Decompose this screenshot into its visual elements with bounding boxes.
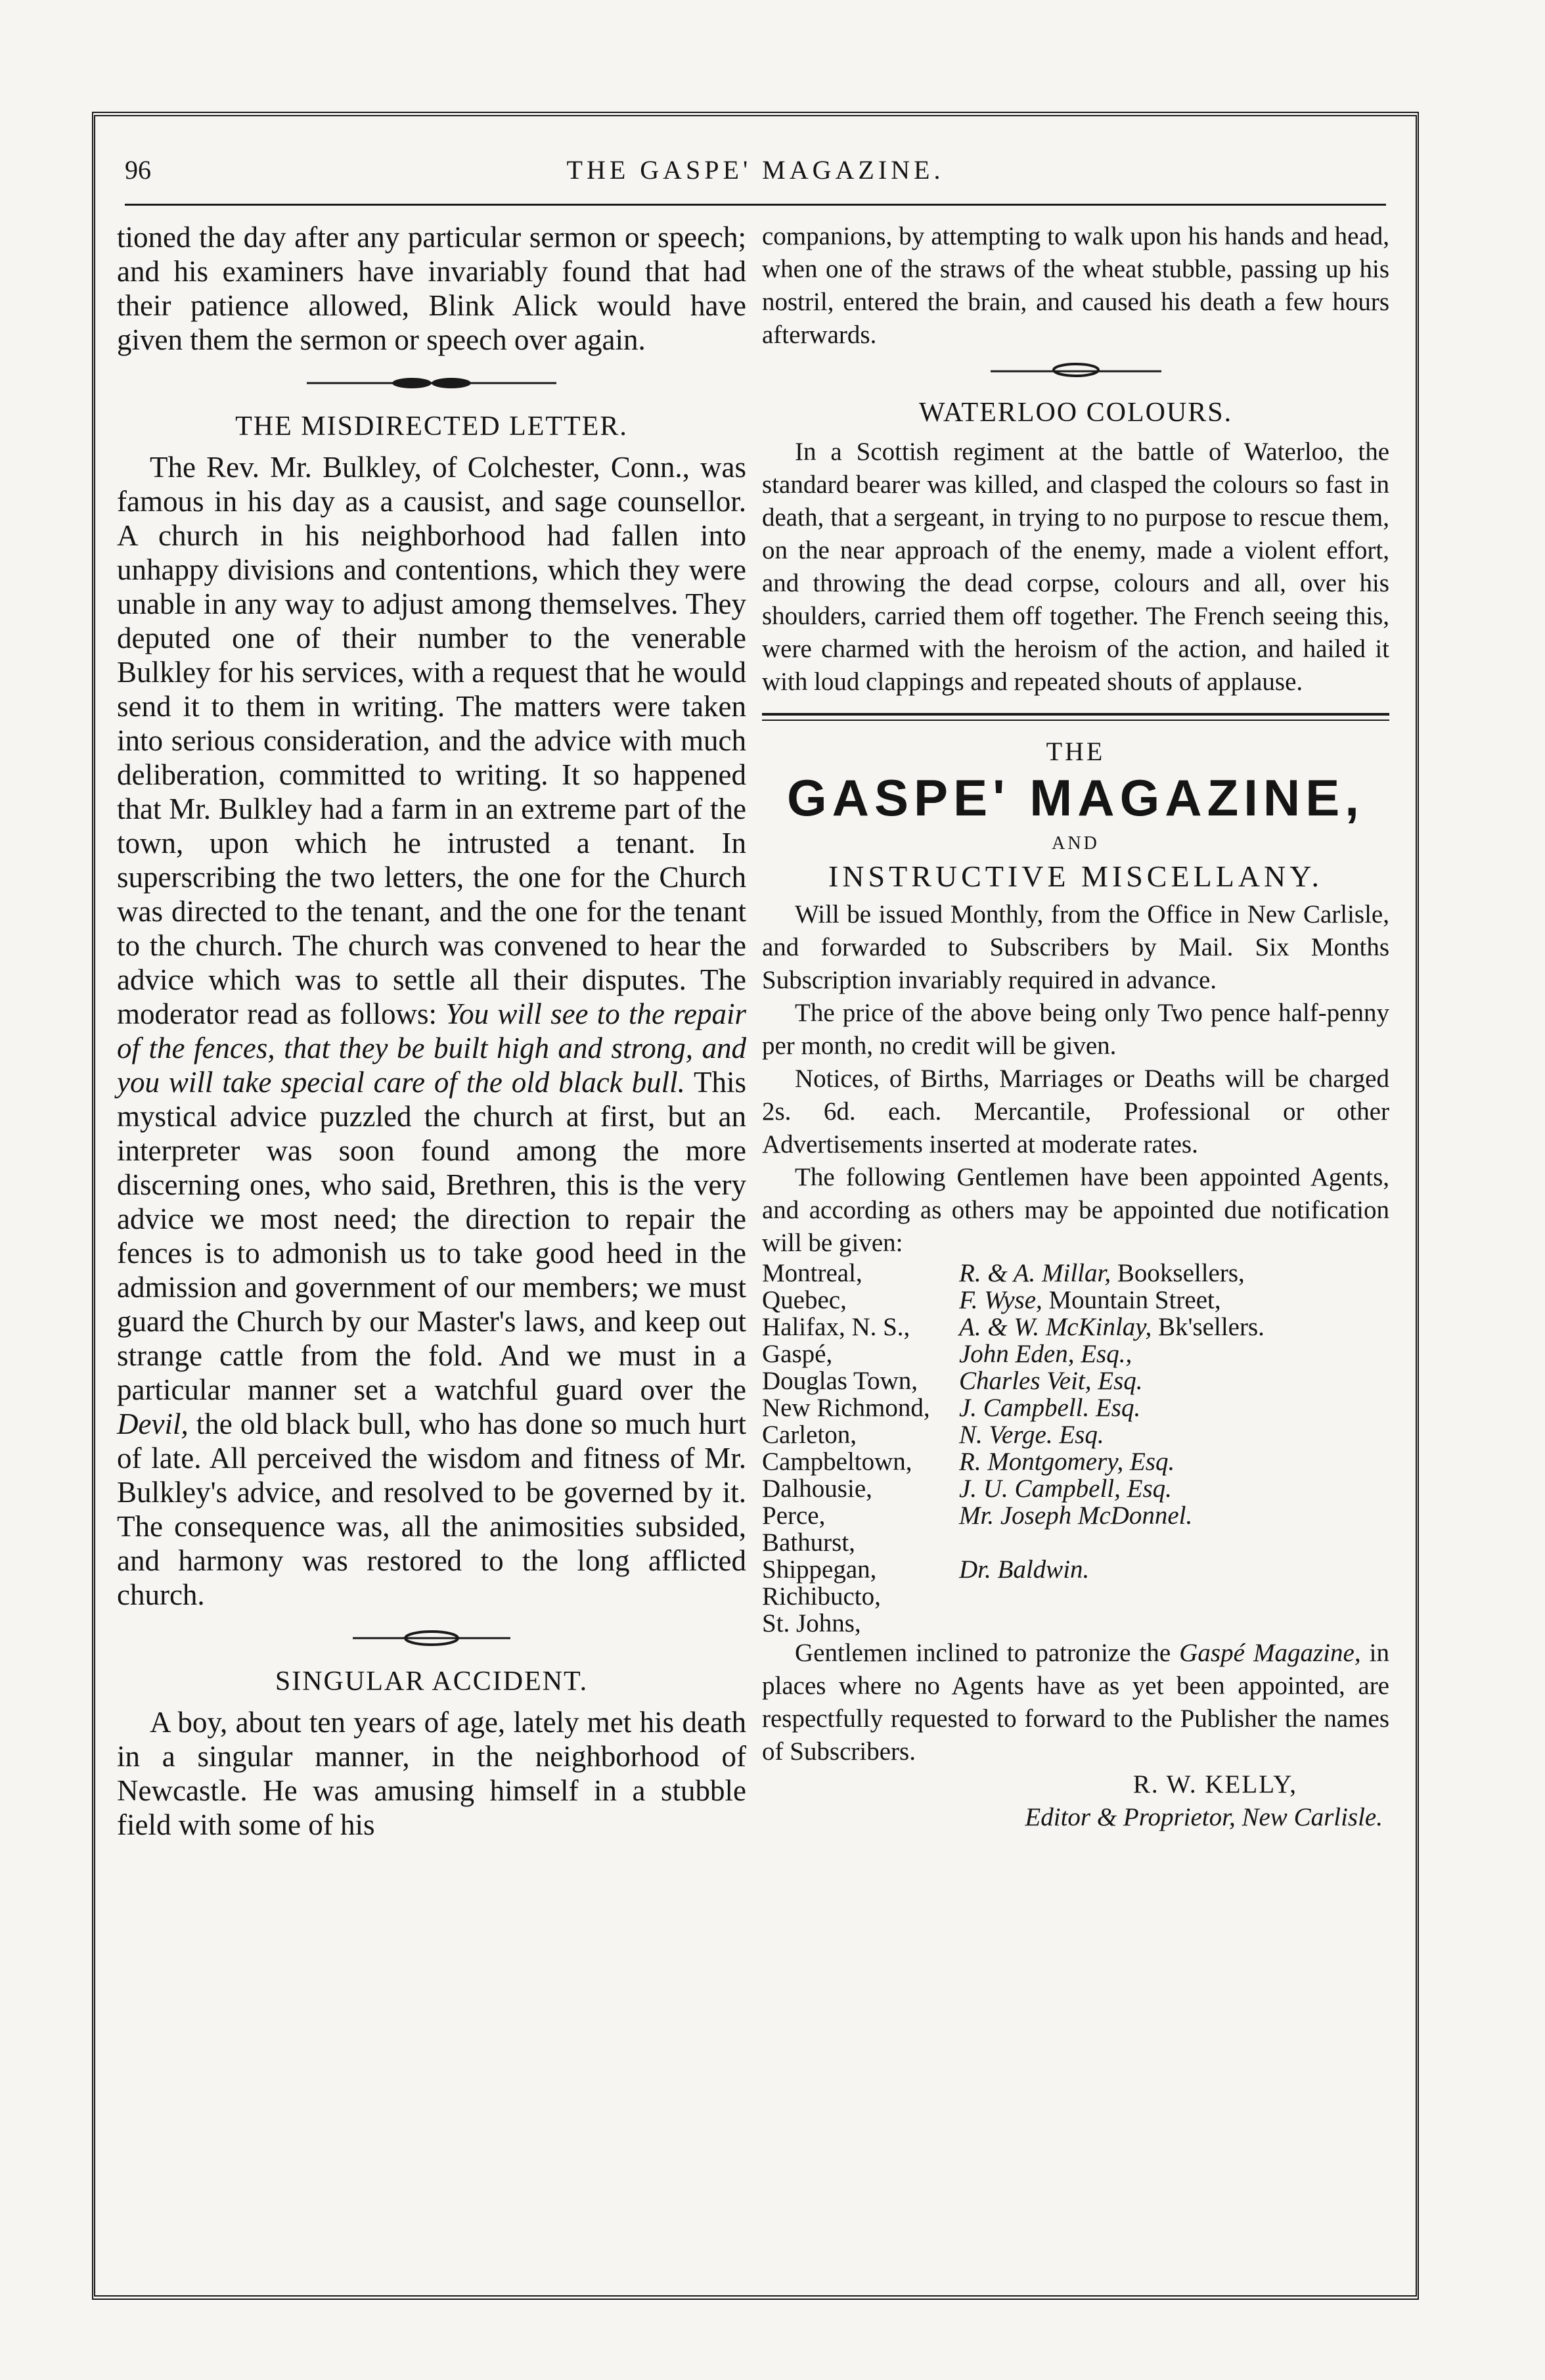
agent-extra: Booksellers, bbox=[1117, 1259, 1245, 1287]
agent-name: John Eden, Esq., bbox=[959, 1340, 1132, 1368]
section-rule bbox=[762, 713, 1389, 721]
agent-name: Dr. Baldwin. bbox=[959, 1555, 1090, 1584]
agent-name-cell bbox=[959, 1367, 1389, 1394]
agent-place: Campbeltown, bbox=[762, 1448, 912, 1476]
notice-p5-b: in places where no Agents have as yet been appointed, are respectfully requested to forward to the Publisher the names of Subscribers. bbox=[762, 1639, 1390, 1766]
agent-name-cell bbox=[959, 1529, 1389, 1556]
agent-name-cell bbox=[959, 1502, 1389, 1529]
agent-row bbox=[762, 1529, 1389, 1556]
agent-place: St. Johns, bbox=[762, 1609, 861, 1637]
agent-name-cell bbox=[959, 1394, 1389, 1421]
notice-paragraph-1: Will be issued Monthly, from the Office in New Carlisle, and forwarded to Subscribers by Mail. Six Months Subscription invariably required in advance. bbox=[762, 900, 1389, 994]
agent-name-cell bbox=[959, 1340, 1389, 1367]
notice-paragraph-4: The following Gentlemen have been appointed Agents, and according as others may be appointed due notification will be given: bbox=[762, 1163, 1389, 1257]
notice-and: AND bbox=[1052, 833, 1100, 854]
agent-place: Richibucto, bbox=[762, 1582, 881, 1611]
singular-accident-body: A boy, about ten years of age, lately met his death in a singular manner, in the neighborhood of Newcastle. He was amusing himself in a stubble field with some of his bbox=[117, 1706, 746, 1841]
misdirected-devil: Devil, bbox=[117, 1407, 189, 1440]
notice-paragraph-2: The price of the above being only Two pence half-penny per month, no credit will be given. bbox=[762, 999, 1389, 1060]
agent-row bbox=[762, 1340, 1389, 1367]
agent-place: Douglas Town, bbox=[762, 1367, 918, 1395]
agent-row bbox=[762, 1260, 1389, 1287]
agent-name-cell bbox=[959, 1610, 1389, 1637]
agent-place: Dalhousie, bbox=[762, 1475, 872, 1503]
agent-row bbox=[762, 1448, 1389, 1475]
accident-continued: companions, by attempting to walk upon his hands and head, when one of the straws of the wheat stubble, passing up his nostril, entered the brain, and caused his death a few hours afterwards. bbox=[762, 222, 1389, 349]
agent-place: Shippegan, bbox=[762, 1555, 877, 1584]
misdirected-quote: You will see to the repair of the fences, that they be built high and strong, and you will take special care of the old black bull. bbox=[117, 997, 746, 1099]
agent-name: Charles Veit, Esq. bbox=[959, 1367, 1143, 1395]
agent-place: Perce, bbox=[762, 1501, 826, 1530]
misdirected-text-c: the old black bull, who has done so much hurt of late. All perceived the wisdom and fitness of Mr. Bulkley's advice, and resolved to be governed by it. The consequence was, all the animosities subsided, and harmony was restored to the long afflicted church. bbox=[117, 1407, 746, 1611]
agent-row bbox=[762, 1502, 1389, 1529]
notice-subtitle: INSTRUCTIVE MISCELLANY. bbox=[828, 859, 1324, 893]
agent-name: Mr. Joseph McDonnel. bbox=[959, 1501, 1193, 1530]
agent-name: R. & A. Millar, bbox=[959, 1259, 1111, 1287]
agent-row bbox=[762, 1475, 1389, 1502]
notice-paragraph-3: Notices, of Births, Marriages or Deaths will be charged 2s. 6d. each. Mercantile, Professional or other Advertisements inserted at moderate rates. bbox=[762, 1064, 1389, 1158]
singular-accident-heading: SINGULAR ACCIDENT. bbox=[275, 1666, 589, 1697]
agent-place: Halifax, N. S., bbox=[762, 1313, 910, 1341]
agents-table bbox=[762, 1260, 1389, 1637]
agent-row bbox=[762, 1421, 1389, 1448]
signature-role: Editor & Proprietor, New Carlisle. bbox=[1025, 1803, 1383, 1831]
continued-paragraph: tioned the day after any particular sermon or speech; and his examiners have invariably found that had their patience allowed, Blink Alick would have given them the sermon or speech over again. bbox=[117, 221, 746, 356]
waterloo-body: In a Scottish regiment at the battle of Waterloo, the standard bearer was killed, and clasped the colours so fast in death, that a sergeant, in trying to no purpose to rescue them, on the near approach of the enemy, made a violent effort, and throwing the dead corpse, colours and all, over his shoulders, carried them off together. The French seeing this, were charmed with the heroism of the action, and hailed it with loud clappings and repeated shouts of applause. bbox=[762, 438, 1389, 696]
agent-place: New Richmond, bbox=[762, 1394, 930, 1422]
agent-extra: Mountain Street, bbox=[1048, 1286, 1221, 1314]
agent-name: F. Wyse, bbox=[959, 1286, 1042, 1314]
agent-name-cell bbox=[959, 1421, 1389, 1448]
agent-name-cell bbox=[959, 1260, 1389, 1287]
notice-paragraph-5 bbox=[762, 1637, 1389, 1768]
agent-name: R. Montgomery, Esq. bbox=[959, 1448, 1175, 1476]
agent-name: J. Campbell. Esq. bbox=[959, 1394, 1141, 1422]
notice-title: GASPE' MAGAZINE, bbox=[787, 769, 1364, 827]
agent-place: Carleton, bbox=[762, 1421, 857, 1449]
agent-place: Quebec, bbox=[762, 1286, 847, 1314]
right-column bbox=[762, 220, 1389, 1834]
agent-name: J. U. Campbell, Esq. bbox=[959, 1475, 1172, 1503]
waterloo-heading: WATERLOO COLOURS. bbox=[918, 398, 1233, 428]
agent-extra: Bk'sellers. bbox=[1157, 1313, 1265, 1341]
misdirected-letter-heading: THE MISDIRECTED LETTER. bbox=[235, 411, 628, 442]
agent-row bbox=[762, 1556, 1389, 1583]
notice-p5-italic: Gaspé Magazine, bbox=[1179, 1639, 1361, 1667]
misdirected-letter-body bbox=[117, 450, 746, 1612]
signature-name: R. W. KELLY, bbox=[1132, 1770, 1297, 1798]
agent-name-cell bbox=[959, 1314, 1389, 1340]
ornament-divider bbox=[977, 358, 1175, 384]
misdirected-text-a: The Rev. Mr. Bulkley, of Colchester, Conn., was famous in his day as a causist, and sage counsellor. A church in his neighborhood had fallen into unhappy divisions and contentions, which they were unable in any way to adjust among themselves. They deputed one of their number to the venerable Bulkley for his services, with a request that he would send it to them in writing. The matters were taken into serious consideration, and the advice with much deliberation, committed to writing. It so happened that Mr. Bulkley had a farm in an extreme part of the town, upon which he intrusted a tenant. In superscribing the two letters, the one for the Church was directed to the tenant, and the one for the tenant to the church. The church was convened to hear the advice which was to settle all their disputes. The moderator read as follows: bbox=[117, 451, 746, 1030]
notice-p5-a: Gentlemen inclined to patronize the bbox=[795, 1639, 1171, 1667]
agent-name-cell bbox=[959, 1448, 1389, 1475]
agent-name-cell bbox=[959, 1556, 1389, 1583]
misdirected-text-b: This mystical advice puzzled the church at first, but an interpreter was soon found among the more discerning ones, who said, Brethren, this is the very advice we most need; the direction to repair the fences is to admonish us to take good heed in the admission and government of our members; we must guard the Church by our Master's laws, and keep out strange cattle from the fold. And we must in a particular manner set a watchful guard over the bbox=[117, 1066, 747, 1406]
ornament-divider bbox=[300, 370, 563, 396]
agent-row bbox=[762, 1583, 1389, 1610]
agent-row bbox=[762, 1367, 1389, 1394]
agent-name-cell bbox=[959, 1287, 1389, 1314]
agent-name-cell bbox=[959, 1583, 1389, 1610]
page-header bbox=[125, 154, 1386, 200]
header-rule bbox=[125, 204, 1386, 206]
agent-row bbox=[762, 1314, 1389, 1340]
running-title: THE GASPE' MAGAZINE. bbox=[566, 155, 945, 185]
agent-name: N. Verge. Esq. bbox=[959, 1421, 1104, 1449]
agent-row bbox=[762, 1610, 1389, 1637]
agent-name: A. & W. McKinlay, bbox=[959, 1313, 1152, 1341]
page-number: 96 bbox=[125, 155, 151, 185]
agent-name-cell bbox=[959, 1475, 1389, 1502]
agent-place: Montreal, bbox=[762, 1259, 862, 1287]
agent-place: Bathurst, bbox=[762, 1528, 855, 1557]
left-column bbox=[117, 220, 746, 1842]
notice-the: THE bbox=[1046, 737, 1106, 766]
agent-row bbox=[762, 1394, 1389, 1421]
agent-place: Gaspé, bbox=[762, 1340, 833, 1368]
ornament-divider bbox=[300, 1625, 563, 1651]
agent-row bbox=[762, 1287, 1389, 1314]
